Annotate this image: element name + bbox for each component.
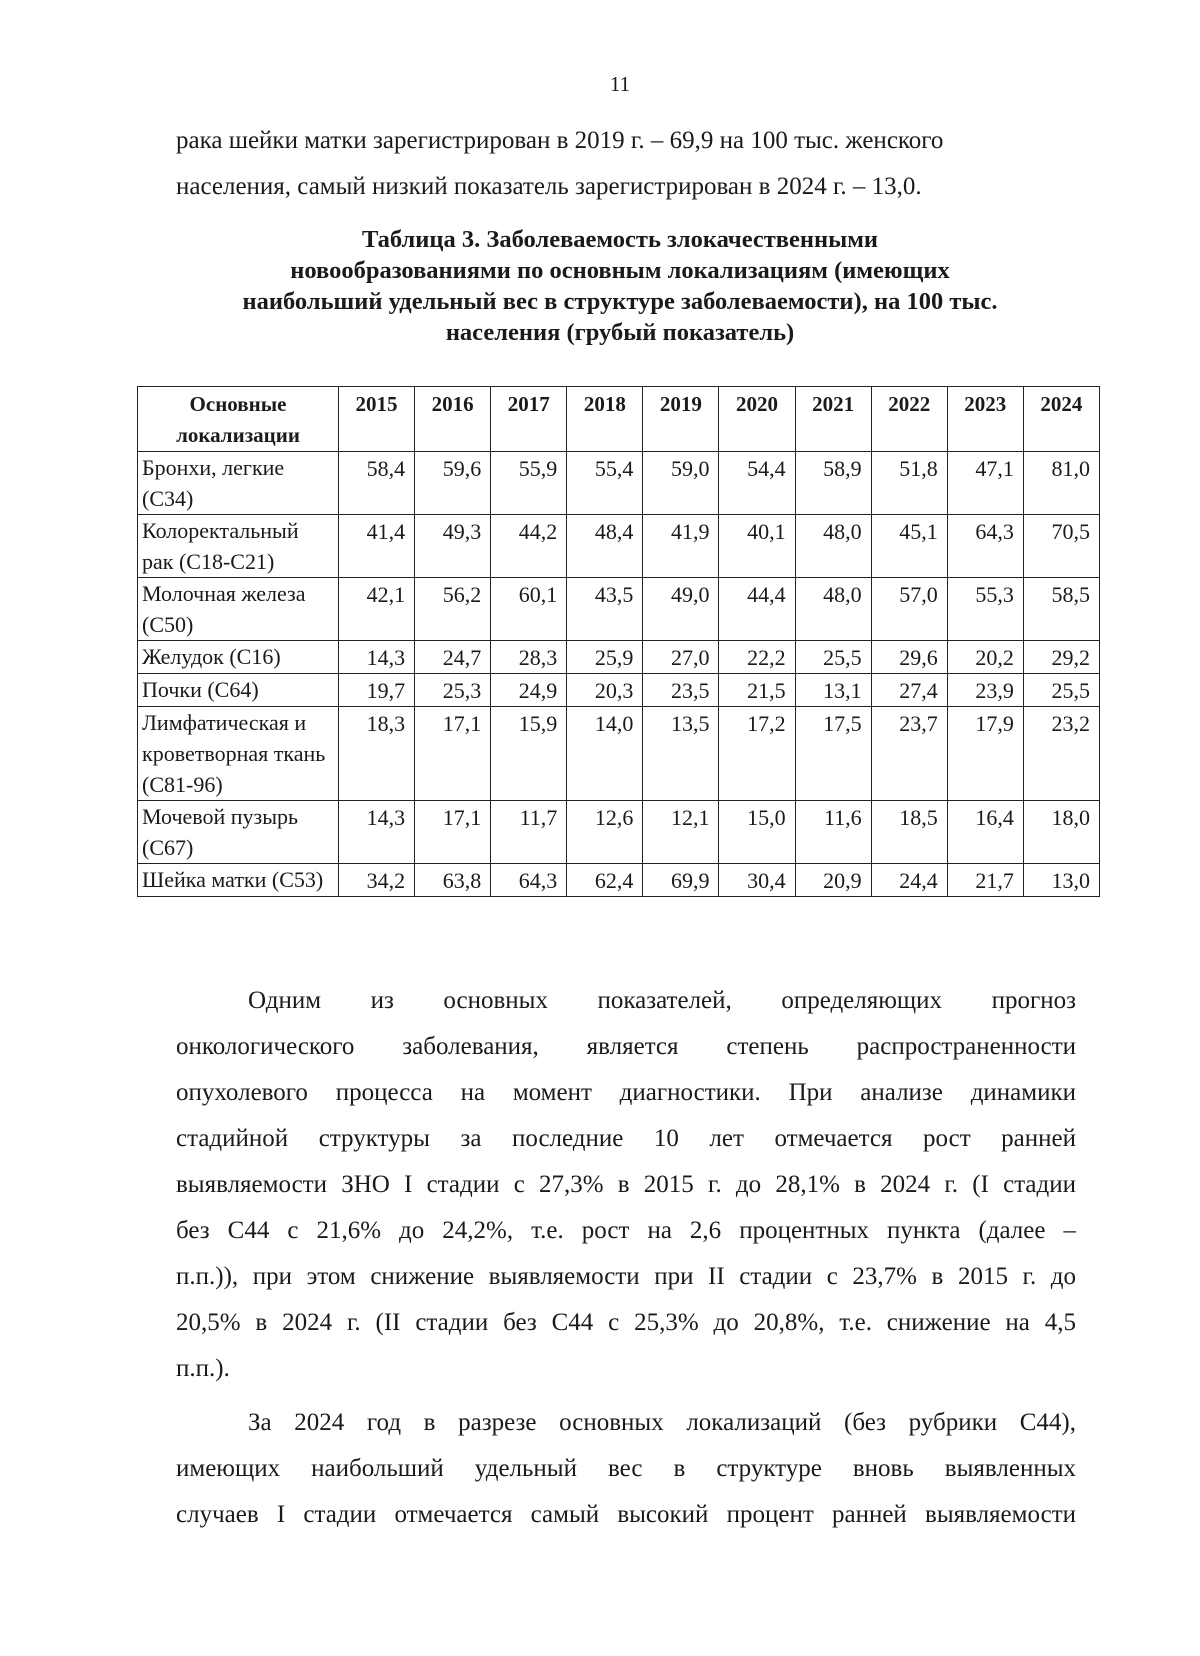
table-cell-value: 48,4 <box>567 515 643 578</box>
table-cell-value: 15,0 <box>719 801 795 864</box>
table-cell-value: 41,4 <box>339 515 415 578</box>
table-cell-value: 23,7 <box>871 707 947 801</box>
table-cell-value: 56,2 <box>415 578 491 641</box>
row-label-localization: Молочная железа (С50) <box>138 578 339 641</box>
table-cell-value: 54,4 <box>719 452 795 515</box>
table-row <box>138 707 1100 801</box>
table-cell-value: 81,0 <box>1023 452 1099 515</box>
table-cell-value: 18,3 <box>339 707 415 801</box>
table-header <box>138 387 1100 452</box>
table-cell-value: 29,2 <box>1023 641 1099 674</box>
table-cell-value: 43,5 <box>567 578 643 641</box>
text-line: опухолевого процесса на момент диагностики. При анализе динамики <box>176 1079 1076 1106</box>
table-row <box>138 864 1100 897</box>
table-cell-value: 11,6 <box>795 801 871 864</box>
table-cell-value: 14,3 <box>339 641 415 674</box>
table-cell-value: 25,5 <box>1023 674 1099 707</box>
table-cell-value: 49,3 <box>415 515 491 578</box>
table-cell-value: 69,9 <box>643 864 719 897</box>
table-cell-value: 24,9 <box>491 674 567 707</box>
text-line: 20,5% в 2024 г. (II стадии без С44 с 25,3% до 20,8%, т.е. снижение на 4,5 <box>176 1309 1076 1336</box>
table-cell-value: 25,3 <box>415 674 491 707</box>
text-line: рака шейки матки зарегистрирован в 2019 г. – 69,9 на 100 тыс. женского <box>176 127 944 154</box>
table-cell-value: 62,4 <box>567 864 643 897</box>
table-cell-value: 20,2 <box>947 641 1023 674</box>
table-cell-value: 22,2 <box>719 641 795 674</box>
table-cell-value: 60,1 <box>491 578 567 641</box>
table-cell-value: 24,7 <box>415 641 491 674</box>
text-line: За 2024 год в разрезе основных локализаций (без рубрики С44), <box>248 1409 1076 1436</box>
table-cell-value: 44,2 <box>491 515 567 578</box>
table-row <box>138 641 1100 674</box>
column-header-year: 2021 <box>795 387 871 452</box>
table-cell-value: 13,1 <box>795 674 871 707</box>
table-title <box>140 224 1100 348</box>
table-cell-value: 17,5 <box>795 707 871 801</box>
table-cell-value: 15,9 <box>491 707 567 801</box>
column-header-year: 2019 <box>643 387 719 452</box>
text-line: п.п.)), при этом снижение выявляемости при II стадии с 23,7% в 2015 г. до <box>176 1263 1076 1290</box>
table-cell-value: 59,0 <box>643 452 719 515</box>
table-cell-value: 12,1 <box>643 801 719 864</box>
table-cell-value: 63,8 <box>415 864 491 897</box>
table-cell-value: 27,4 <box>871 674 947 707</box>
row-label-localization: Желудок (С16) <box>138 641 339 674</box>
text-line: стадийной структуры за последние 10 лет отмечается рост ранней <box>176 1125 1076 1152</box>
table-cell-value: 30,4 <box>719 864 795 897</box>
header-row <box>138 387 1100 452</box>
table-cell-value: 64,3 <box>491 864 567 897</box>
row-label-localization: Мочевой пузырь (С67) <box>138 801 339 864</box>
text-line: случаев I стадии отмечается самый высокий процент ранней выявляемости <box>176 1501 1076 1528</box>
body-text <box>176 978 1076 1538</box>
text-line: онкологического заболевания, является степень распространенности <box>176 1033 1076 1060</box>
table-title-line: новообразованиями по основным локализациям (имеющих <box>290 257 950 284</box>
table-cell-value: 55,4 <box>567 452 643 515</box>
row-label-localization: Лимфатическая и кроветворная ткань (С81-96) <box>138 707 339 801</box>
intro-paragraph <box>176 118 1076 210</box>
table-cell-value: 40,1 <box>719 515 795 578</box>
table-cell-value: 24,4 <box>871 864 947 897</box>
table-cell-value: 18,5 <box>871 801 947 864</box>
table-cell-value: 44,4 <box>719 578 795 641</box>
text-line: Одним из основных показателей, определяющих прогноз <box>248 987 1076 1014</box>
column-header-localization: Основные локализации <box>138 387 339 452</box>
paragraph-early-detection <box>176 1400 1076 1538</box>
table-cell-value: 57,0 <box>871 578 947 641</box>
table-title-line: Таблица 3. Заболеваемость злокачественными <box>361 226 879 253</box>
table-cell-value: 25,5 <box>795 641 871 674</box>
table-cell-value: 42,1 <box>339 578 415 641</box>
table-cell-value: 17,1 <box>415 801 491 864</box>
incidence-table <box>137 386 1100 897</box>
column-header-year: 2024 <box>1023 387 1099 452</box>
table-cell-value: 55,3 <box>947 578 1023 641</box>
text-line: без С44 с 21,6% до 24,2%, т.е. рост на 2,6 процентных пункта (далее – <box>176 1217 1076 1244</box>
table-cell-value: 23,5 <box>643 674 719 707</box>
table-row <box>138 452 1100 515</box>
table-body <box>138 452 1100 897</box>
table-cell-value: 21,7 <box>947 864 1023 897</box>
text-line: п.п.). <box>176 1355 230 1382</box>
table-cell-value: 70,5 <box>1023 515 1099 578</box>
table-cell-value: 16,4 <box>947 801 1023 864</box>
row-label-localization: Шейка матки (С53) <box>138 864 339 897</box>
page-number: 11 <box>609 72 631 96</box>
table-cell-value: 28,3 <box>491 641 567 674</box>
table-cell-value: 48,0 <box>795 578 871 641</box>
row-label-localization: Почки (С64) <box>138 674 339 707</box>
table-cell-value: 14,0 <box>567 707 643 801</box>
column-header-year: 2020 <box>719 387 795 452</box>
table-cell-value: 21,5 <box>719 674 795 707</box>
table-row <box>138 674 1100 707</box>
table-cell-value: 13,0 <box>1023 864 1099 897</box>
table-cell-value: 48,0 <box>795 515 871 578</box>
table-cell-value: 27,0 <box>643 641 719 674</box>
table-cell-value: 23,9 <box>947 674 1023 707</box>
table-cell-value: 49,0 <box>643 578 719 641</box>
table-cell-value: 45,1 <box>871 515 947 578</box>
table-cell-value: 23,2 <box>1023 707 1099 801</box>
table-cell-value: 17,2 <box>719 707 795 801</box>
table-cell-value: 20,9 <box>795 864 871 897</box>
text-line: выявляемости ЗНО I стадии с 27,3% в 2015 г. до 28,1% в 2024 г. (I стадии <box>176 1171 1076 1198</box>
column-header-year: 2017 <box>491 387 567 452</box>
table-cell-value: 29,6 <box>871 641 947 674</box>
row-label-localization: Колоректальный рак (С18-С21) <box>138 515 339 578</box>
table-cell-value: 34,2 <box>339 864 415 897</box>
table-cell-value: 11,7 <box>491 801 567 864</box>
table-cell-value: 12,6 <box>567 801 643 864</box>
table-cell-value: 58,5 <box>1023 578 1099 641</box>
table-cell-value: 18,0 <box>1023 801 1099 864</box>
text-line: населения, самый низкий показатель зарегистрирован в 2024 г. – 13,0. <box>176 173 922 200</box>
table-cell-value: 58,9 <box>795 452 871 515</box>
column-header-year: 2018 <box>567 387 643 452</box>
table-cell-value: 13,5 <box>643 707 719 801</box>
table-cell-value: 58,4 <box>339 452 415 515</box>
table-cell-value: 17,1 <box>415 707 491 801</box>
column-header-year: 2016 <box>415 387 491 452</box>
text-line: имеющих наибольший удельный вес в структуре вновь выявленных <box>176 1455 1076 1482</box>
column-header-year: 2022 <box>871 387 947 452</box>
table-cell-value: 47,1 <box>947 452 1023 515</box>
table-cell-value: 17,9 <box>947 707 1023 801</box>
table-title-line: населения (грубый показатель) <box>445 319 795 346</box>
table-cell-value: 41,9 <box>643 515 719 578</box>
table-row <box>138 578 1100 641</box>
table-row <box>138 801 1100 864</box>
paragraph-stage-structure <box>176 978 1076 1392</box>
table-cell-value: 14,3 <box>339 801 415 864</box>
column-header-year: 2015 <box>339 387 415 452</box>
table-cell-value: 64,3 <box>947 515 1023 578</box>
table-cell-value: 51,8 <box>871 452 947 515</box>
table-cell-value: 55,9 <box>491 452 567 515</box>
table-cell-value: 25,9 <box>567 641 643 674</box>
table-row <box>138 515 1100 578</box>
table-cell-value: 59,6 <box>415 452 491 515</box>
row-label-localization: Бронхи, легкие (С34) <box>138 452 339 515</box>
column-header-year: 2023 <box>947 387 1023 452</box>
table-cell-value: 20,3 <box>567 674 643 707</box>
table-cell-value: 19,7 <box>339 674 415 707</box>
table-title-line: наибольший удельный вес в структуре заболеваемости), на 100 тыс. <box>242 288 998 315</box>
